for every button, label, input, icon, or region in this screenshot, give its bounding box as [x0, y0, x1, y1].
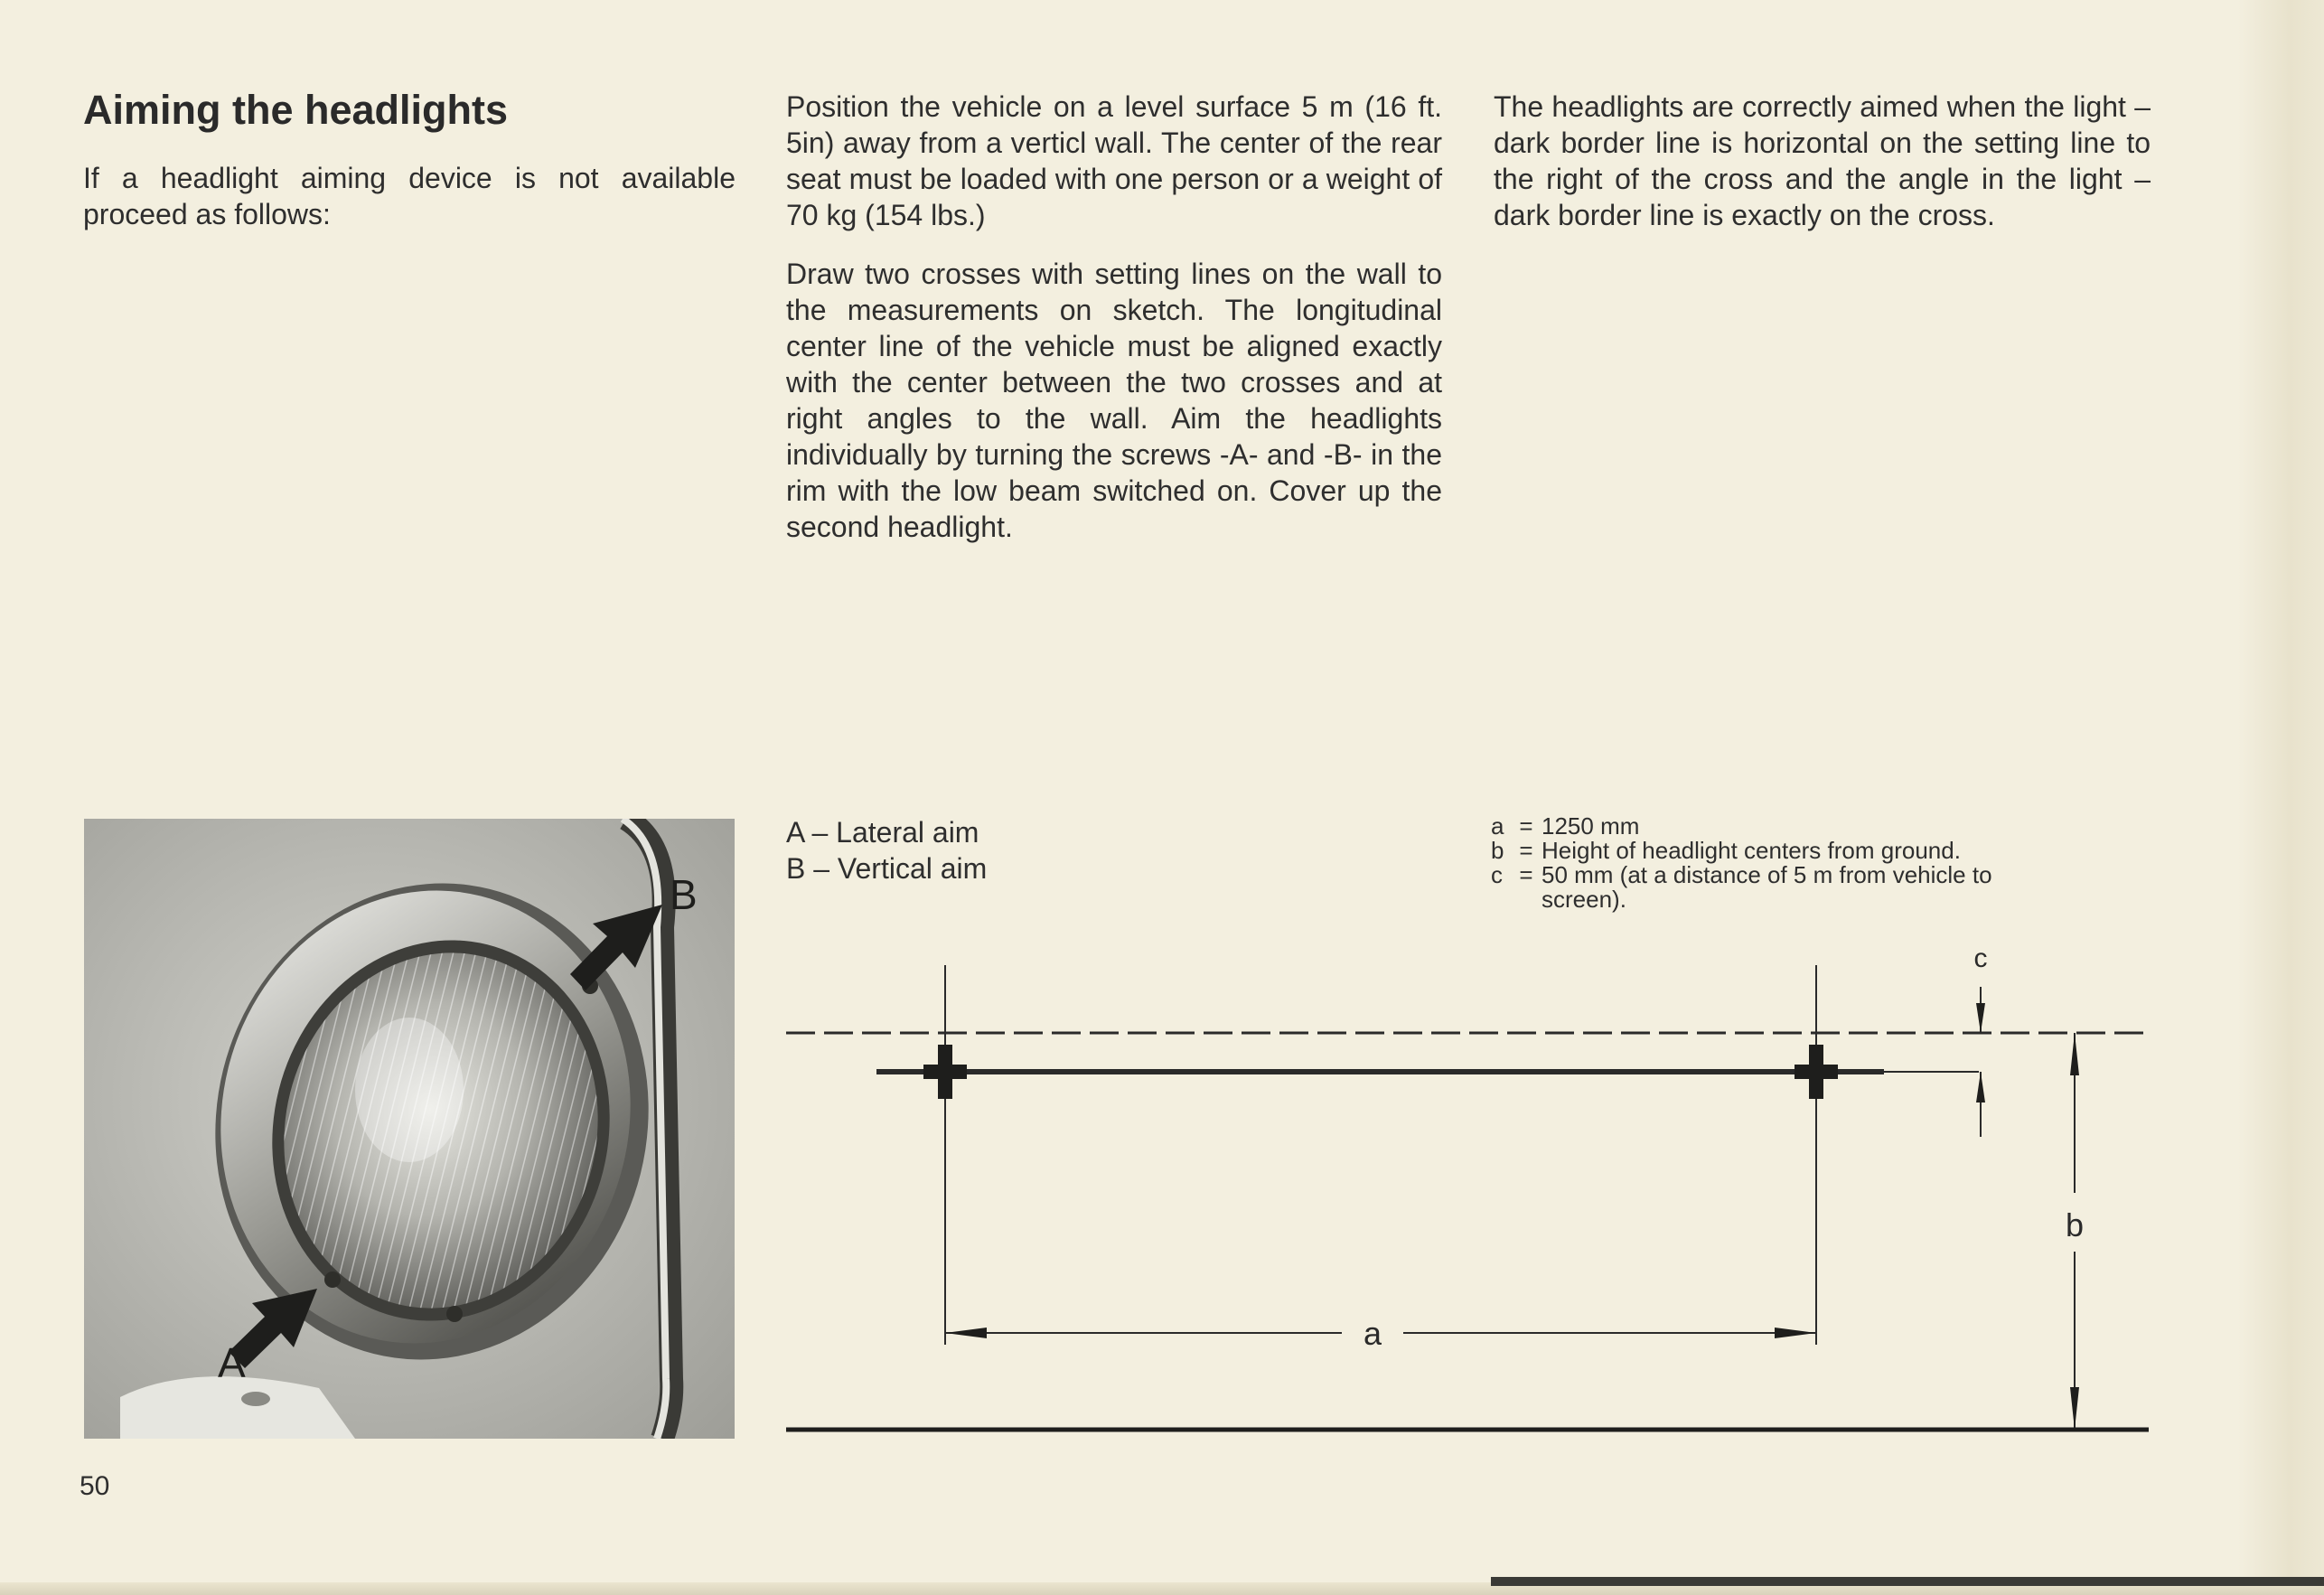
dimension-b-bottom-arrow [2070, 1387, 2079, 1430]
dimension-a-right-arrow [1775, 1328, 1816, 1338]
definition-b: b = Height of headlight centers from ground. [1491, 837, 1961, 864]
screw-label-a: A [218, 1339, 246, 1386]
crosses-paragraph: Draw two crosses with setting lines on the wall to the measurements on sketch. The longitudinal center line of the vehicle must be aligned exactly with the center between the two crosses and at right angles to the wall. Aim the headlights individually by turning the screws -A- and -B- in the rim with the low beam switched on. Cover up the second headlight. [786, 258, 1442, 543]
headlight-photo [84, 819, 735, 1439]
left-cross [923, 1045, 967, 1099]
definition-c-continued: screen). [1542, 886, 1626, 913]
page-number: 50 [80, 1471, 110, 1501]
right-cross [1795, 1045, 1838, 1099]
page-edge [2238, 0, 2324, 1595]
photo-legend [786, 814, 987, 887]
legend-lateral-aim: A – Lateral aim [786, 816, 979, 849]
positioning-paragraph: Position the vehicle on a level surface 5 m (16 ft. 5in) away from a verticl wall. The center of the rear seat must be loaded with one person or a weight of 70 kg (154 lbs.) [786, 90, 1442, 231]
definition-c: c = 50 mm (at a distance of 5 m from vehicle to [1491, 861, 1992, 888]
aiming-diagram [777, 940, 2160, 1446]
dimension-b-top-arrow [2070, 1033, 2079, 1075]
headlight-photo-illustration [84, 819, 735, 1439]
definition-a: a = 1250 mm [1491, 812, 1640, 840]
screw-label-b: B [670, 871, 698, 918]
intro-paragraph: If a headlight aiming device is not available proceed as follows: [83, 162, 736, 230]
dimension-a-left-arrow [945, 1328, 987, 1338]
aiming-diagram-svg [777, 940, 2160, 1446]
page-title: Aiming the headlights [83, 87, 509, 133]
measurement-definitions [1491, 814, 2151, 912]
dimension-c-label: c [1973, 943, 1988, 973]
dimension-c-top-arrow [1976, 1003, 1985, 1033]
dimension-b-label: b [2065, 1206, 2085, 1243]
page-bottom-shadow [1491, 1577, 2324, 1586]
legend-vertical-aim: B – Vertical aim [786, 852, 988, 885]
dimension-a-label: a [1363, 1315, 1382, 1352]
correct-aim-paragraph: The headlights are correctly aimed when the light – dark border line is horizontal on the setting line to the right of the cross and the angle in the light – dark border line is exactly on the cross. [1494, 90, 2151, 231]
dimension-c-bottom-arrow [1976, 1072, 1985, 1102]
